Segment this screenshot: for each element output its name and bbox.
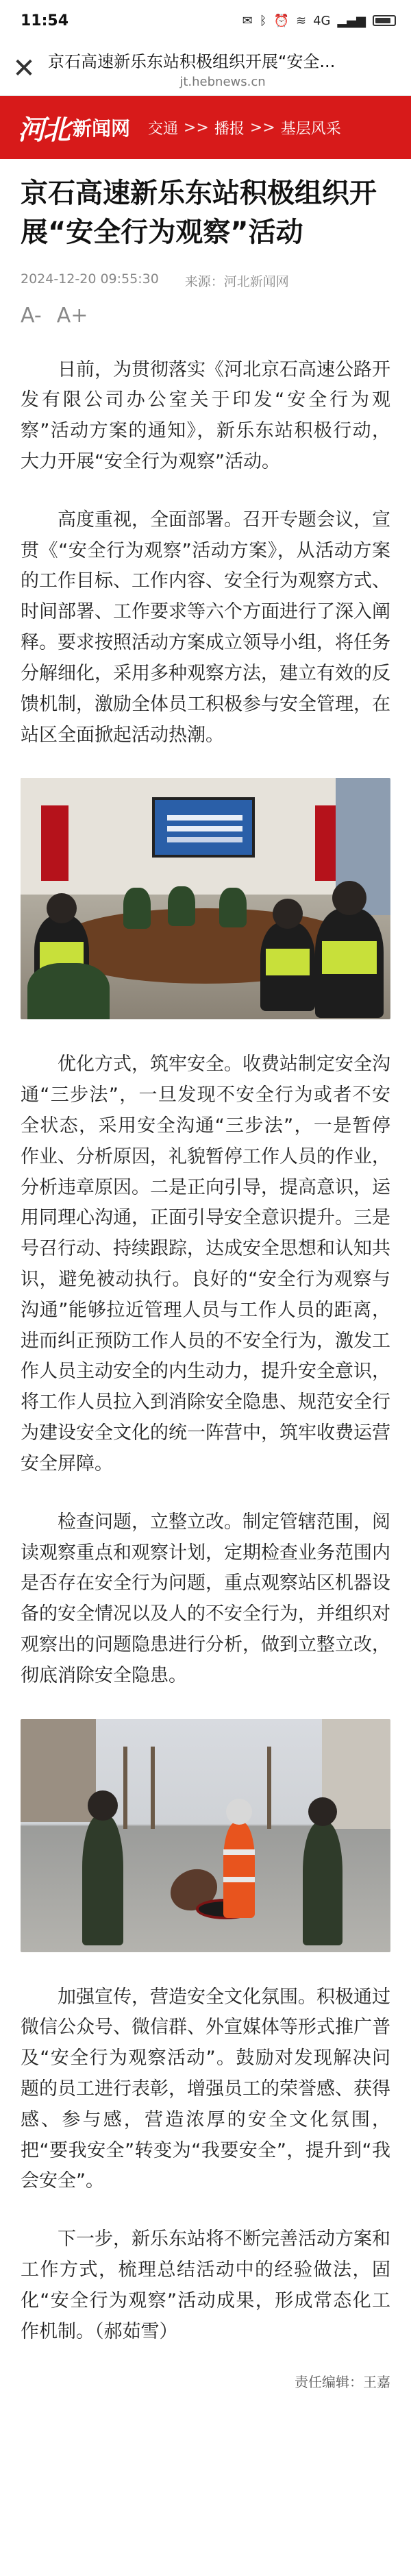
photo-building [21,1719,96,1822]
alarm-icon: ⏰ [273,13,289,28]
logo-text: 新闻网 [73,117,131,140]
wifi-icon: ≋ [295,13,307,28]
photo-banner [41,805,68,881]
battery-icon [373,15,396,26]
article-paragraph: 高度重视，全面部署。召开专题会议，宣贯《“安全行为观察”活动方案》，从活动方案的工作目标、工作内容、安全行为观察方式、时间部署、工作要求等六个方面进行了深入阐释。要求按照活动方案成立领导小组，将任务分解细化，采用多种观察方法，建立有效的反馈机制，激励全体员工积极参与安全管理，在站区全面掀起活动热潮。 [21,509,390,746]
status-icons [242,14,396,28]
mail-icon: ✉ [242,13,253,28]
photo-person [27,963,110,1019]
photo-head [308,1797,337,1826]
article-editor: 责任编辑：王嘉 [295,2373,390,2390]
article-source: 来源：河北新闻网 [184,274,289,289]
article-title: 京石高速新乐东站积极组织开展“安全行为观察”活动 [21,178,377,248]
photo-head [332,881,366,915]
nav-text [48,48,411,89]
photo-person [168,886,195,926]
logo-mark: 河北 [18,114,68,146]
article-paragraph: 日前，为贯彻落实《河北京石高速公路开发有限公司办公室关于印发“安全行为观察”活动方案的通知》，新乐东站积极行动，大力开展“安全行为观察”活动。 [21,359,390,473]
article-body [21,355,390,2348]
page-url: jt.hebnews.cn [179,74,266,89]
network-type: 4G [313,13,331,28]
photo-head [226,1799,252,1825]
photo-head [88,1790,118,1821]
photo-person [260,922,315,1011]
article-meta [21,271,390,290]
breadcrumb-item-broadcast[interactable]: 播报 [214,120,245,138]
photo-tree [151,1747,155,1829]
inspection-photo [21,1719,390,1952]
photo-worker [223,1822,255,1918]
article-paragraph: 检查问题，立整立改。制定管辖范围，阅读观察重点和观察计划，定期检查业务范围内是否存在安全行为问题，重点观察站区机器设备的安全情况以及人的不安全行为，并组织对观察出的问题隐患进行分析，做到立整立改，彻底消除安全隐患。 [21,1511,390,1686]
font-increase-button[interactable]: A+ [56,303,88,328]
article-paragraph: 下一步，新乐东站将不断完善活动方案和工作方式，梳理总结活动中的经验做法，固化“安全行为观察”活动成果，形成常态化工作机制。（郝茹雪） [21,2228,390,2342]
breadcrumb-separator: >> [249,119,275,136]
page-title-bar: 京石高速新乐东站积极组织开展“安全... [48,51,336,71]
photo-officer [82,1815,123,1945]
photo-person [315,908,384,1018]
browser-nav-bar [0,41,411,96]
photo-officer [303,1822,342,1945]
bluetooth-icon: ᛒ [259,13,267,28]
photo-screen [152,797,255,858]
article-paragraph: 加强宣传，营造安全文化氛围。积极通过微信公众号、微信群、外宣媒体等形式推广普及“安全行为观察活动”。鼓励对发现解决问题的员工进行表彰，增强员工的荣誉感、获得感、参与感，营造浓厚的安全文化氛围，把“要我安全”转变为“我要安全”，提升到“我会安全”。 [21,1986,390,2192]
font-decrease-button[interactable]: A- [21,303,42,328]
site-logo[interactable] [18,108,130,147]
breadcrumb [148,117,341,138]
photo-person [219,888,247,927]
signal-icon: ▂▄▆ [337,13,366,28]
breadcrumb-separator: >> [184,119,209,136]
site-header [0,96,411,159]
article-datetime: 2024-12-20 09:55:30 [21,271,159,287]
close-icon[interactable]: ✕ [12,52,36,84]
status-time: 11:54 [21,12,69,29]
article [0,174,411,2392]
photo-tree [123,1747,127,1829]
status-bar [0,0,411,41]
meeting-photo [21,778,390,1019]
font-size-controls [21,304,390,328]
article-paragraph: 优化方式，筑牢安全。收费站制定安全沟通“三步法”，一旦发现不安全行为或者不安全状态，采用安全沟通“三步法”，一是暂停作业、分析原因，礼貌暂停工作人员的作业，分析违章原因。二是正向引导，提高意识，运用同理心沟通，正面引导安全意识提升。三是号召行动、持续跟踪，达成安全思想和认知共识，避免被动执行。良好的“安全行为观察与沟通”能够拉近管理人员与工作人员的距离，进而纠正预防工作人员的不安全行为，激发工作人员主动安全的内生动力，提升安全意识，将工作人员拉入到消除安全隐患、规范安全行为建设安全文化的统一阵营中，筑牢收费运营安全屏障。 [21,1054,390,1474]
photo-person [123,888,151,929]
breadcrumb-item-grassroots[interactable]: 基层风采 [280,120,341,138]
breadcrumb-item-traffic[interactable]: 交通 [148,120,179,138]
photo-tree [267,1747,271,1829]
